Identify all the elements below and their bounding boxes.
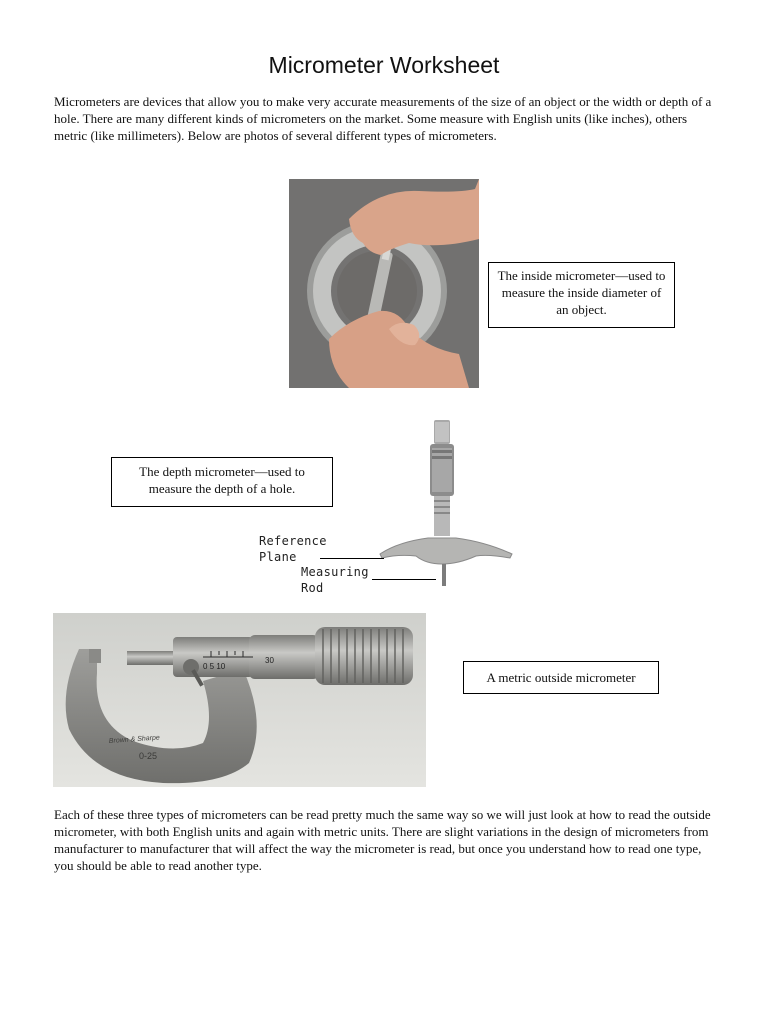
depth-micrometer-diagram (378, 416, 514, 588)
measuring-rod-label (301, 564, 369, 596)
brand-engraving: Brown & Sharpe (108, 734, 160, 745)
measuring-rod-leader (372, 579, 436, 580)
range-engraving: 0-25 (139, 751, 158, 761)
measuring-rod-label-line2: Rod (301, 581, 324, 595)
reference-plane-label-line2: Plane (259, 550, 297, 564)
outside-micrometer-photo (53, 613, 426, 787)
inside-micrometer-photo (289, 179, 479, 388)
outside-micrometer-callout: A metric outside micrometer (463, 661, 659, 694)
reference-plane-leader (320, 558, 384, 559)
intro-paragraph: Micrometers are devices that allow you to make very accurate measurements of the size of an object or the width or depth of a hole. There are many different kinds of micrometers on the market. Some measure with English units (like inches), others metric (like millimeters). Below are photos of several different types of micrometers. (54, 94, 712, 143)
inside-micrometer-callout: The inside micrometer—used to measure the inside diameter of an object. (488, 262, 675, 328)
measuring-rod-label-line1: Measuring (301, 565, 369, 579)
page-title: Micrometer Worksheet (268, 52, 500, 78)
reference-plane-label (259, 533, 327, 565)
thimble-scale-text: 30 (265, 656, 274, 665)
outro-paragraph: Each of these three types of micrometers can be read pretty much the same way so we will just look at how to read the outside micrometer, with both English units and again with metric units. There are slight variations in the design of micrometers from manufacturer to manufacturer that will affect the way the micrometer is read, but once you understand how to read one type, you should be able to read another type. (54, 807, 711, 873)
sleeve-scale-text: 0 5 10 (203, 662, 226, 671)
depth-micrometer-callout: The depth micrometer—used to measure the depth of a hole. (111, 457, 333, 507)
reference-plane-label-line1: Reference (259, 534, 327, 548)
